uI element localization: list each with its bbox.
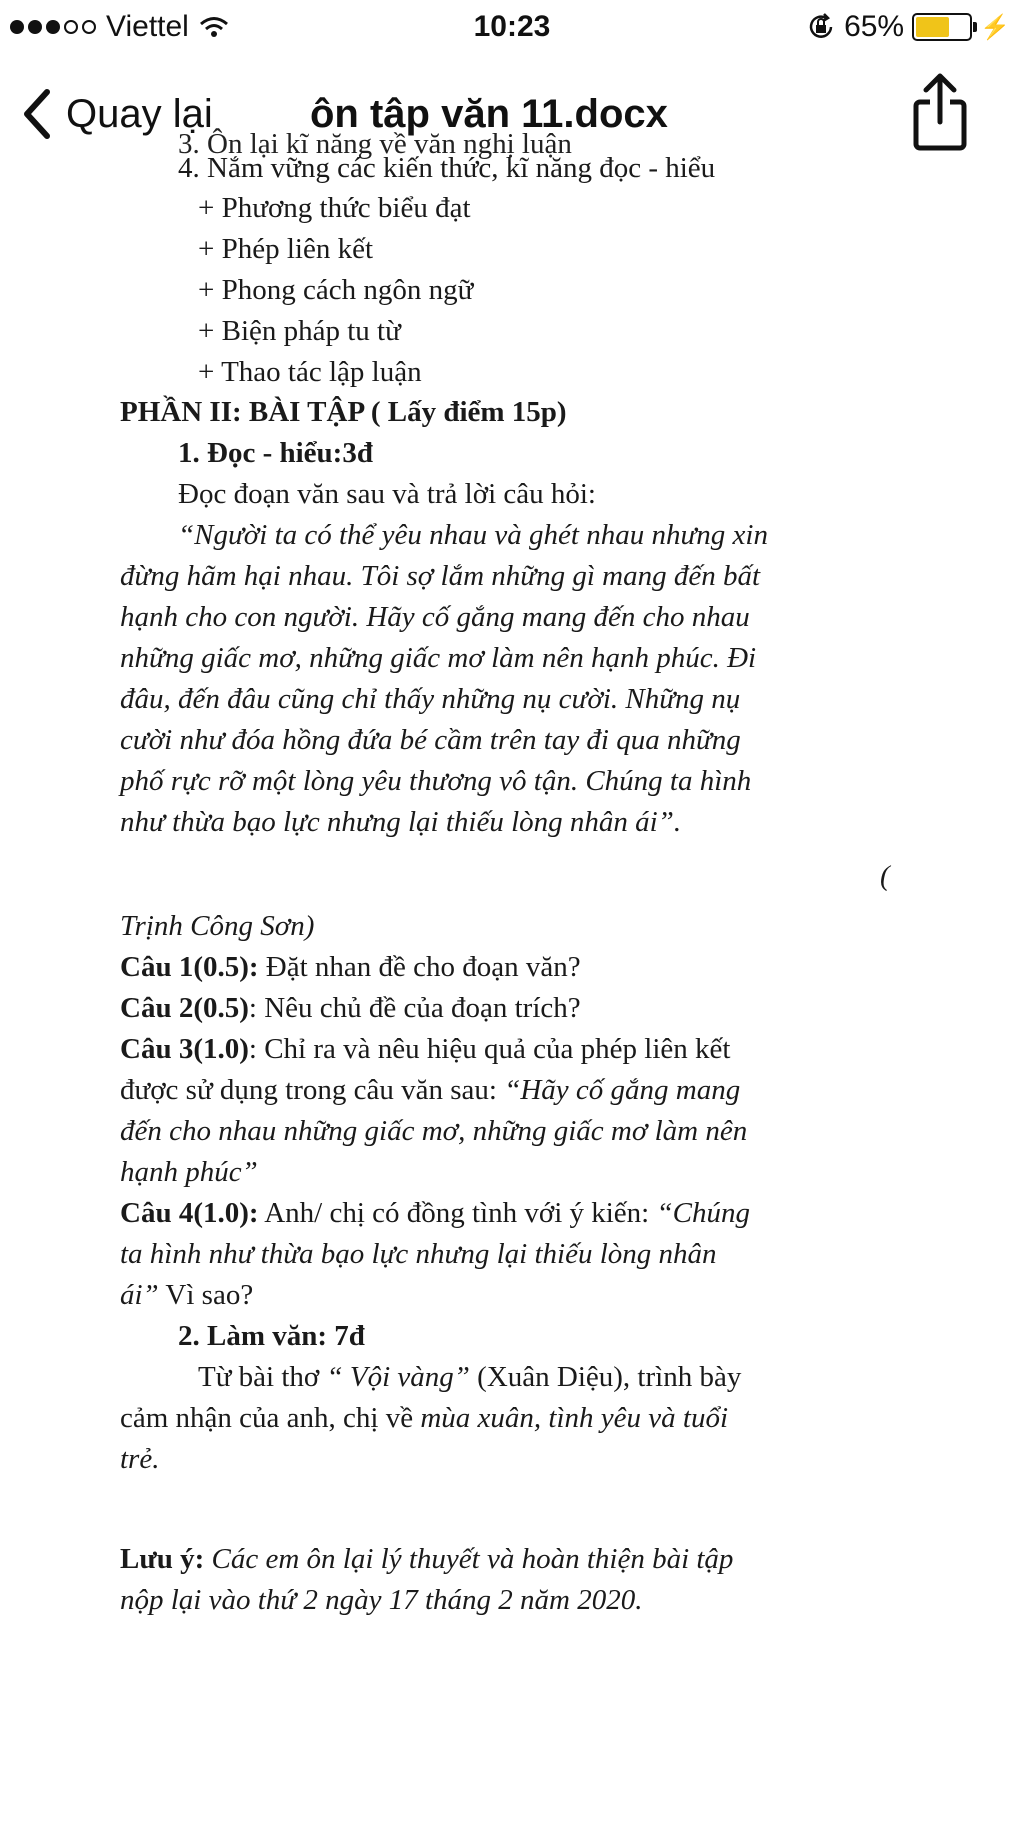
writing-line-1 — [198, 1357, 741, 1397]
part2-heading: PHẦN II: BÀI TẬP ( Lấy điểm 15p) — [120, 396, 567, 428]
status-right — [806, 10, 1010, 44]
text-span: Vì sao? — [158, 1279, 254, 1311]
question-label: Câu 3(1.0) — [120, 1033, 249, 1065]
battery-percent: 65% — [844, 10, 905, 43]
bullet-item: + Thao tác lập luận — [198, 356, 422, 388]
note-label: Lưu ý: — [120, 1543, 205, 1575]
status-time: 10:23 — [473, 10, 551, 43]
question-3-line-2 — [120, 1070, 740, 1110]
item-4: 4. Nắm vững các kiến thức, kĩ năng đọc - hiểu — [178, 152, 716, 184]
text-span: “Chúng — [656, 1197, 750, 1229]
note-line-1 — [120, 1539, 733, 1579]
orientation-lock-icon — [806, 12, 836, 42]
writing-line-2 — [120, 1398, 728, 1438]
passage-line: như thừa bạo lực nhưng lại thiếu lòng nhân ái”. — [120, 806, 682, 838]
charging-bolt-icon: ⚡ — [980, 13, 1010, 41]
writing-heading: 2. Làm văn: 7đ — [178, 1320, 365, 1352]
bullet-item: + Phương thức biểu đạt — [198, 192, 471, 224]
text-span: Anh/ chị có đồng tình với ý kiến: — [258, 1197, 657, 1229]
question-label: Câu 2(0.5) — [120, 992, 249, 1024]
back-label: Quay lại — [66, 91, 213, 136]
passage-line: những giấc mơ, những giấc mơ làm nên hạnh phúc. Đi — [120, 642, 757, 674]
battery-level — [916, 17, 949, 37]
question-4-line-3 — [120, 1275, 253, 1315]
text-span: ái” — [120, 1279, 159, 1311]
question-4 — [120, 1193, 750, 1233]
text-span: Các em ôn lại lý thuyết và hoàn thiện bài tập — [204, 1543, 734, 1575]
passage-line: đừng hãm hại nhau. Tôi sợ lắm những gì mang đến bất — [120, 560, 761, 592]
passage-line: hạnh cho con người. Hãy cố gắng mang đến cho nhau — [120, 601, 750, 633]
status-bar — [0, 0, 1024, 56]
question-label: Câu 1(0.5): — [120, 951, 259, 983]
text-span: “ Vội vàng” — [326, 1361, 470, 1393]
note-line-2: nộp lại vào thứ 2 ngày 17 tháng 2 năm 2020. — [120, 1584, 643, 1616]
passage-line: đâu, đến đâu cũng chỉ thấy những nụ cười. Những nụ — [120, 683, 741, 715]
reading-instruction: Đọc đoạn văn sau và trả lời câu hỏi: — [178, 478, 596, 510]
clipped-line: 3. Ôn lại kĩ năng về văn nghị luận — [178, 128, 572, 160]
bullet-item: + Phép liên kết — [198, 233, 374, 265]
question-text: Đặt nhan đề cho đoạn văn? — [258, 951, 581, 983]
battery-icon — [912, 13, 972, 41]
text-span: được sử dụng trong câu văn sau: — [120, 1074, 505, 1106]
text-span: mùa xuân, tình yêu và tuổi — [420, 1402, 729, 1434]
carrier-name: Viettel — [106, 10, 189, 43]
question-3 — [120, 1029, 730, 1069]
question-2 — [120, 988, 581, 1028]
passage-line: “Người ta có thể yêu nhau và ghét nhau nhưng xin — [178, 519, 768, 551]
bullet-item: + Phong cách ngôn ngữ — [198, 274, 474, 306]
question-1 — [120, 947, 581, 987]
writing-line-3: trẻ. — [120, 1443, 160, 1475]
text-span: cảm nhận của anh, chị về — [120, 1402, 421, 1434]
question-4-line-2: ta hình như thừa bạo lực nhưng lại thiếu lòng nhân — [120, 1238, 717, 1270]
question-3-line-3: đến cho nhau những giấc mơ, những giấc mơ làm nên — [120, 1115, 748, 1147]
paren-open: ( — [880, 860, 890, 892]
question-3-line-4: hạnh phúc” — [120, 1156, 258, 1188]
document-viewer[interactable] — [0, 128, 1024, 1821]
passage-line: cười như đóa hồng đứa bé cầm trên tay đi qua những — [120, 724, 741, 756]
text-span: Từ bài thơ — [198, 1361, 327, 1393]
chevron-left-icon — [22, 88, 52, 140]
text-span: “Hãy cố gắng mang — [504, 1074, 741, 1106]
reading-heading: 1. Đọc - hiểu:3đ — [178, 437, 373, 469]
bullet-item: + Biện pháp tu từ — [198, 315, 401, 347]
share-icon[interactable] — [910, 72, 970, 152]
question-text: : Chỉ ra và nêu hiệu quả của phép liên kết — [248, 1033, 731, 1065]
passage-line: phố rực rỡ một lòng yêu thương vô tận. Chúng ta hình — [120, 765, 752, 797]
passage-source: Trịnh Công Sơn) — [120, 910, 315, 942]
document-title: ôn tâp văn 11.docx — [310, 92, 668, 136]
text-span: (Xuân Diệu), trình bày — [469, 1361, 742, 1393]
question-text: : Nêu chủ đề của đoạn trích? — [248, 992, 581, 1024]
question-label: Câu 4(1.0): — [120, 1197, 259, 1229]
